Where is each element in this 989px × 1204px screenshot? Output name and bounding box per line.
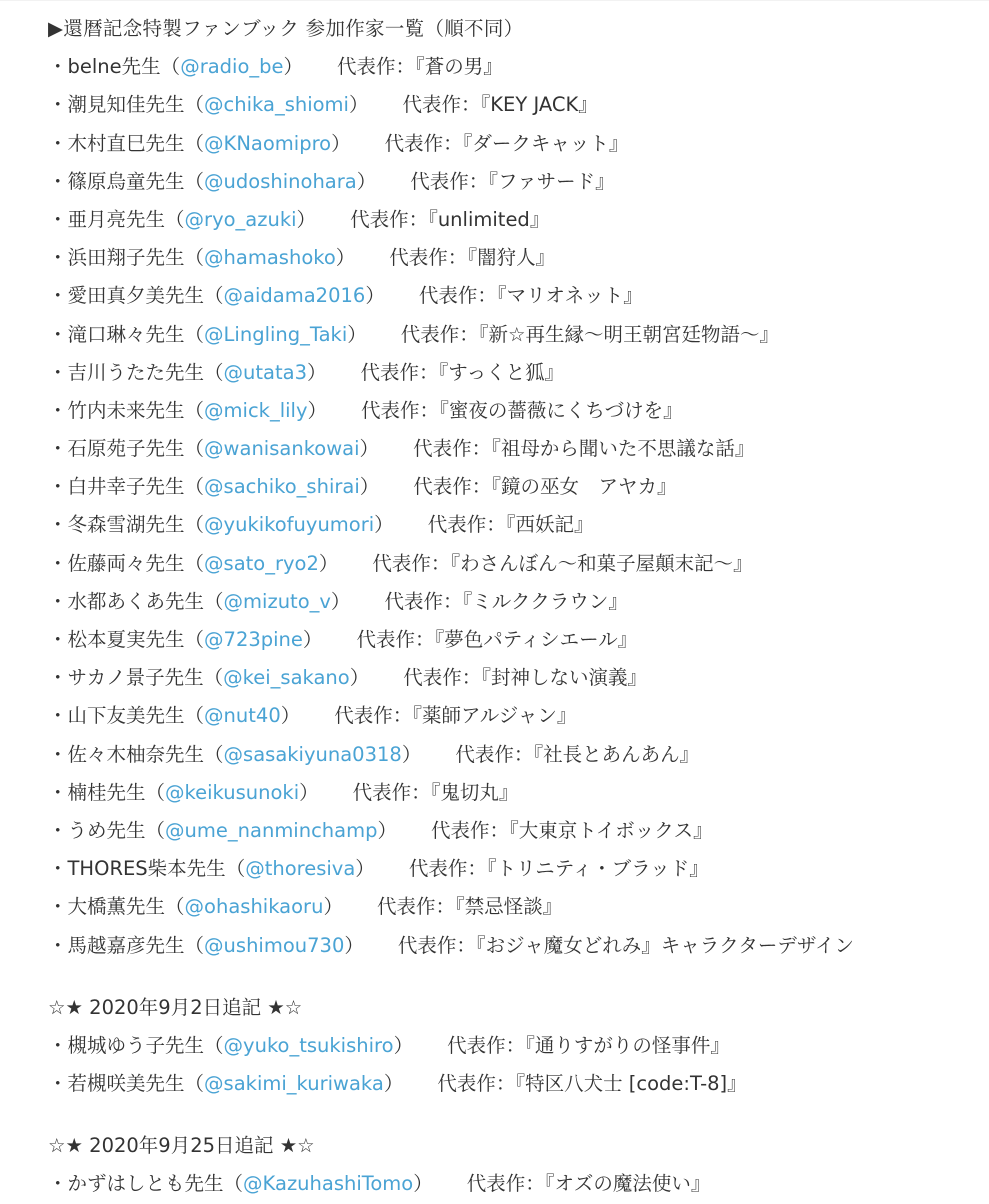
close-paren: ） bbox=[377, 818, 398, 842]
representative-work: 『祖母から聞いた不思議な話』 bbox=[491, 437, 755, 461]
close-paren: ） bbox=[359, 475, 380, 499]
update-heading: ☆★ 2020年9月2日追記 ★☆ bbox=[48, 995, 303, 1019]
author-handle-link[interactable]: @KazuhashiTomo bbox=[243, 1172, 414, 1196]
author-row bbox=[48, 201, 978, 239]
representative-work: 『トリニティ・ブラッド』 bbox=[486, 857, 709, 881]
open-paren: （ bbox=[145, 780, 166, 804]
bullet: ・ bbox=[48, 780, 68, 804]
works-label: 代表作： bbox=[361, 398, 440, 422]
bullet: ・ bbox=[48, 284, 68, 308]
works-label: 代表作： bbox=[437, 1072, 516, 1096]
author-handle-link[interactable]: @Lingling_Taki bbox=[204, 322, 348, 346]
author-row bbox=[48, 659, 978, 697]
open-paren: （ bbox=[184, 93, 205, 117]
author-name: 楠桂先生 bbox=[67, 780, 146, 804]
bullet: ・ bbox=[48, 818, 68, 842]
works-label: 代表作： bbox=[408, 857, 487, 881]
author-name: 篠原烏童先生 bbox=[67, 169, 185, 193]
section-gap bbox=[48, 965, 978, 989]
representative-work: 『鬼切丸』 bbox=[430, 780, 519, 804]
open-paren: （ bbox=[184, 513, 205, 537]
author-row bbox=[48, 1065, 978, 1103]
author-name: belne先生 bbox=[67, 55, 161, 79]
author-handle-link[interactable]: @hamashoko bbox=[204, 246, 336, 270]
close-paren: ） bbox=[280, 704, 301, 728]
author-name: 山下友美先生 bbox=[67, 704, 185, 728]
author-row bbox=[48, 888, 978, 926]
author-name: うめ先生 bbox=[67, 818, 146, 842]
open-paren: （ bbox=[225, 857, 246, 881]
representative-work: 『ファサード』 bbox=[488, 169, 615, 193]
author-name: 槻城ゆう子先生 bbox=[67, 1033, 205, 1057]
representative-work: 『封神しない演義』 bbox=[481, 666, 648, 690]
author-name: かずはしとも先生 bbox=[67, 1172, 224, 1196]
open-paren: （ bbox=[160, 55, 181, 79]
author-row bbox=[48, 697, 978, 735]
author-name: 吉川うたた先生 bbox=[67, 360, 205, 384]
representative-work: 『蜜夜の薔薇にくちづけを』 bbox=[439, 398, 683, 422]
update-heading: ☆★ 2020年9月25日追記 ★☆ bbox=[48, 1134, 315, 1158]
author-name: 浜田翔子先生 bbox=[67, 246, 185, 270]
close-paren: ） bbox=[335, 246, 356, 270]
open-paren: （ bbox=[204, 742, 224, 766]
author-name: 大橋薫先生 bbox=[67, 895, 166, 919]
author-name: 水都あくあ先生 bbox=[67, 589, 205, 613]
author-handle-link[interactable]: @aidama2016 bbox=[223, 284, 366, 308]
author-handle-link[interactable]: @ryo_azuki bbox=[184, 207, 297, 231]
representative-work: 『薬師アルジャン』 bbox=[412, 704, 577, 728]
updates-section bbox=[48, 965, 978, 1204]
open-paren: （ bbox=[184, 398, 205, 422]
works-label: 代表作： bbox=[403, 666, 482, 690]
author-handle-link[interactable]: @mizuto_v bbox=[223, 589, 331, 613]
close-paren: ） bbox=[307, 398, 328, 422]
author-name: 愛田真夕美先生 bbox=[67, 284, 205, 308]
representative-work: 『闇狩人』 bbox=[467, 246, 556, 270]
representative-work: 『禁忌怪談』 bbox=[454, 895, 563, 919]
open-paren: （ bbox=[184, 131, 205, 155]
author-list bbox=[48, 48, 978, 965]
author-name: 潮見知佳先生 bbox=[67, 93, 185, 117]
works-label: 代表作： bbox=[384, 589, 463, 613]
representative-work: 『特区八犬士 [code:T-8]』 bbox=[515, 1072, 747, 1096]
open-paren: （ bbox=[184, 551, 205, 575]
representative-work: 『すっくと狐』 bbox=[438, 360, 565, 384]
bullet: ・ bbox=[48, 1072, 68, 1096]
works-label: 代表作： bbox=[427, 513, 506, 537]
author-row bbox=[48, 545, 978, 583]
works-label: 代表作： bbox=[431, 818, 510, 842]
representative-work: 『ミルククラウン』 bbox=[462, 589, 628, 613]
list-heading: ▶還暦記念特製ファンブック 参加作家一覧（順不同） bbox=[48, 17, 524, 40]
author-name: 冬森雪湖先生 bbox=[67, 513, 185, 537]
close-paren: ） bbox=[344, 933, 364, 957]
bullet: ・ bbox=[48, 169, 68, 193]
author-name: サカノ景子先生 bbox=[67, 666, 204, 690]
representative-work: 『夢色パティシエール』 bbox=[434, 628, 638, 651]
bullet: ・ bbox=[48, 398, 68, 422]
bullet: ・ bbox=[48, 207, 68, 231]
works-label: 代表作： bbox=[384, 131, 463, 155]
representative-work: 『オズの魔法使い』 bbox=[544, 1172, 711, 1196]
bullet: ・ bbox=[48, 589, 68, 613]
works-label: 代表作： bbox=[410, 169, 489, 193]
close-paren: ） bbox=[355, 857, 375, 881]
author-name: 亜月亮先生 bbox=[67, 207, 166, 231]
bullet: ・ bbox=[48, 246, 68, 270]
author-handle-link[interactable]: @nut40 bbox=[204, 704, 281, 728]
author-row bbox=[48, 583, 978, 621]
close-paren: ） bbox=[401, 742, 422, 766]
author-name: 石原苑子先生 bbox=[67, 437, 185, 461]
works-label: 代表作： bbox=[447, 1033, 526, 1057]
close-paren: ） bbox=[331, 131, 351, 155]
bullet: ・ bbox=[48, 131, 68, 155]
bullet: ・ bbox=[48, 437, 68, 461]
author-name: 若槻咲美先生 bbox=[67, 1072, 185, 1096]
author-name: 松本夏実先生 bbox=[67, 628, 185, 651]
open-paren: （ bbox=[184, 437, 205, 461]
close-paren: ） bbox=[323, 895, 343, 919]
representative-work: 『わさんぼん～和菓子屋顛末記～』 bbox=[450, 551, 753, 575]
bullet: ・ bbox=[48, 1033, 68, 1057]
open-paren: （ bbox=[184, 322, 205, 346]
author-handle-link[interactable]: @keikusunoki bbox=[165, 780, 300, 804]
bullet: ・ bbox=[48, 628, 68, 651]
author-list-document bbox=[48, 10, 978, 1204]
bullet: ・ bbox=[48, 475, 68, 499]
representative-work: 『KEY JACK』 bbox=[480, 93, 598, 117]
open-paren: （ bbox=[145, 818, 166, 842]
bullet: ・ bbox=[48, 1172, 68, 1196]
author-row bbox=[48, 430, 978, 468]
works-label: 代表作： bbox=[400, 322, 479, 346]
close-paren: ） bbox=[296, 207, 317, 231]
author-name: 馬越嘉彦先生 bbox=[67, 933, 185, 957]
open-paren: （ bbox=[184, 1072, 205, 1096]
bullet: ・ bbox=[48, 93, 68, 117]
author-handle-link[interactable]: @KNaomipro bbox=[204, 131, 332, 155]
open-paren: （ bbox=[184, 933, 205, 957]
open-paren: （ bbox=[204, 1033, 224, 1057]
bullet: ・ bbox=[48, 513, 68, 537]
bullet: ・ bbox=[48, 322, 68, 346]
author-row bbox=[48, 125, 978, 163]
close-paren: ） bbox=[356, 169, 377, 193]
author-row bbox=[48, 392, 978, 430]
open-paren: （ bbox=[165, 895, 185, 919]
close-paren: ） bbox=[283, 55, 304, 79]
close-paren: ） bbox=[393, 1033, 414, 1057]
author-handle-link[interactable]: @kei_sakano bbox=[223, 666, 350, 690]
representative-work: 『unlimited』 bbox=[428, 207, 550, 231]
open-paren: （ bbox=[204, 284, 224, 308]
author-name: 木村直巳先生 bbox=[67, 131, 185, 155]
author-handle-link[interactable]: @udoshinohara bbox=[204, 169, 357, 193]
works-label: 代表作： bbox=[337, 55, 416, 79]
works-label: 代表作： bbox=[334, 704, 413, 728]
author-name: 佐藤両々先生 bbox=[67, 551, 185, 575]
close-paren: ） bbox=[307, 360, 327, 384]
close-paren: ） bbox=[349, 666, 370, 690]
author-handle-link[interactable]: @chika_shiomi bbox=[204, 93, 349, 117]
author-name: 滝口琳々先生 bbox=[67, 322, 185, 346]
author-name: 佐々木柚奈先生 bbox=[67, 742, 205, 766]
works-label: 代表作： bbox=[389, 246, 468, 270]
representative-work: 『蒼の男』 bbox=[415, 55, 503, 79]
bullet: ・ bbox=[48, 55, 68, 79]
author-name: 白井幸子先生 bbox=[67, 475, 185, 499]
representative-work: 『おジャ魔女どれみ』キャラクターデザイン bbox=[475, 933, 854, 957]
author-handle-link[interactable]: @ushimou730 bbox=[204, 933, 345, 957]
author-row bbox=[48, 506, 978, 544]
bullet: ・ bbox=[48, 551, 68, 575]
open-paren: （ bbox=[184, 704, 205, 728]
author-row bbox=[48, 354, 978, 392]
bullet: ・ bbox=[48, 704, 68, 728]
works-label: 代表作： bbox=[402, 93, 481, 117]
author-handle-link[interactable]: @utata3 bbox=[223, 360, 308, 384]
works-label: 代表作： bbox=[360, 360, 439, 384]
open-paren: （ bbox=[223, 1172, 244, 1196]
author-handle-link[interactable]: @radio_be bbox=[180, 55, 284, 79]
author-handle-link[interactable]: @sato_ryo2 bbox=[204, 551, 319, 575]
author-handle-link[interactable]: @sakimi_kuriwaka bbox=[204, 1072, 384, 1096]
representative-work: 『社長とあんあん』 bbox=[533, 742, 700, 766]
author-handle-link[interactable]: @yukikofuyumori bbox=[204, 513, 375, 537]
author-row bbox=[48, 774, 978, 812]
author-row bbox=[48, 277, 978, 315]
author-name: 竹内未来先生 bbox=[67, 398, 185, 422]
open-paren: （ bbox=[184, 475, 205, 499]
close-paren: ） bbox=[330, 589, 351, 613]
author-handle-link[interactable]: @ohashikaoru bbox=[184, 895, 324, 919]
close-paren: ） bbox=[299, 780, 319, 804]
author-row bbox=[48, 812, 978, 850]
bullet: ・ bbox=[48, 857, 68, 881]
author-row bbox=[48, 48, 978, 86]
works-label: 代表作： bbox=[466, 1172, 545, 1196]
bullet: ・ bbox=[48, 895, 68, 919]
open-paren: （ bbox=[204, 589, 224, 613]
works-label: 代表作： bbox=[376, 895, 455, 919]
open-paren: （ bbox=[184, 246, 205, 270]
author-row bbox=[48, 1027, 978, 1065]
author-handle-link[interactable]: @wanisankowai bbox=[204, 437, 360, 461]
close-paren: ） bbox=[347, 322, 367, 346]
representative-work: 『通りすがりの怪事件』 bbox=[525, 1033, 730, 1057]
works-label: 代表作： bbox=[356, 628, 435, 651]
close-paren: ） bbox=[365, 284, 385, 308]
author-row bbox=[48, 316, 978, 354]
works-label: 代表作： bbox=[413, 437, 492, 461]
author-row bbox=[48, 468, 978, 506]
works-label: 代表作： bbox=[455, 742, 534, 766]
representative-work: 『西妖記』 bbox=[505, 513, 594, 537]
author-row bbox=[48, 239, 978, 277]
representative-work: 『大東京トイボックス』 bbox=[509, 818, 713, 842]
close-paren: ） bbox=[359, 437, 380, 461]
close-paren: ） bbox=[383, 1072, 404, 1096]
works-label: 代表作： bbox=[372, 551, 451, 575]
representative-work: 『ダークキャット』 bbox=[462, 131, 629, 155]
close-paren: ） bbox=[348, 93, 369, 117]
bullet: ・ bbox=[48, 933, 68, 957]
close-paren: ） bbox=[318, 551, 339, 575]
works-label: 代表作： bbox=[350, 207, 429, 231]
works-label: 代表作： bbox=[418, 284, 497, 308]
author-handle-link[interactable]: @mick_lily bbox=[204, 398, 308, 422]
author-row bbox=[48, 86, 978, 124]
author-name: THORES柴本先生 bbox=[67, 857, 226, 881]
close-paren: ） bbox=[413, 1172, 433, 1196]
author-row bbox=[48, 850, 978, 888]
bullet: ・ bbox=[48, 742, 68, 766]
open-paren: （ bbox=[203, 666, 224, 690]
bullet: ・ bbox=[48, 666, 68, 690]
close-paren: ） bbox=[374, 513, 394, 537]
author-handle-link[interactable]: @ume_nanminchamp bbox=[165, 818, 378, 842]
representative-work: 『新☆再生縁～明王朝宮廷物語～』 bbox=[478, 322, 779, 346]
author-row bbox=[48, 163, 978, 201]
author-row bbox=[48, 1165, 978, 1203]
open-paren: （ bbox=[184, 628, 205, 651]
section-gap bbox=[48, 1103, 978, 1127]
open-paren: （ bbox=[184, 169, 205, 193]
author-row bbox=[48, 927, 978, 965]
top-border bbox=[0, 0, 989, 1]
author-handle-link[interactable]: @sachiko_shirai bbox=[204, 475, 360, 499]
author-handle-link[interactable]: @723pine bbox=[204, 628, 303, 651]
works-label: 代表作： bbox=[413, 475, 492, 499]
author-handle-link[interactable]: @yuko_tsukishiro bbox=[223, 1033, 394, 1057]
representative-work: 『マリオネット』 bbox=[496, 284, 643, 308]
author-row bbox=[48, 621, 978, 659]
author-handle-link[interactable]: @thoresiva bbox=[245, 857, 356, 881]
close-paren: ） bbox=[302, 628, 323, 651]
bullet: ・ bbox=[48, 360, 68, 384]
open-paren: （ bbox=[204, 360, 224, 384]
author-handle-link[interactable]: @sasakiyuna0318 bbox=[223, 742, 402, 766]
open-paren: （ bbox=[165, 207, 185, 231]
works-label: 代表作： bbox=[397, 933, 476, 957]
author-row bbox=[48, 736, 978, 774]
works-label: 代表作： bbox=[352, 780, 431, 804]
representative-work: 『鏡の巫女 アヤカ』 bbox=[491, 475, 677, 499]
